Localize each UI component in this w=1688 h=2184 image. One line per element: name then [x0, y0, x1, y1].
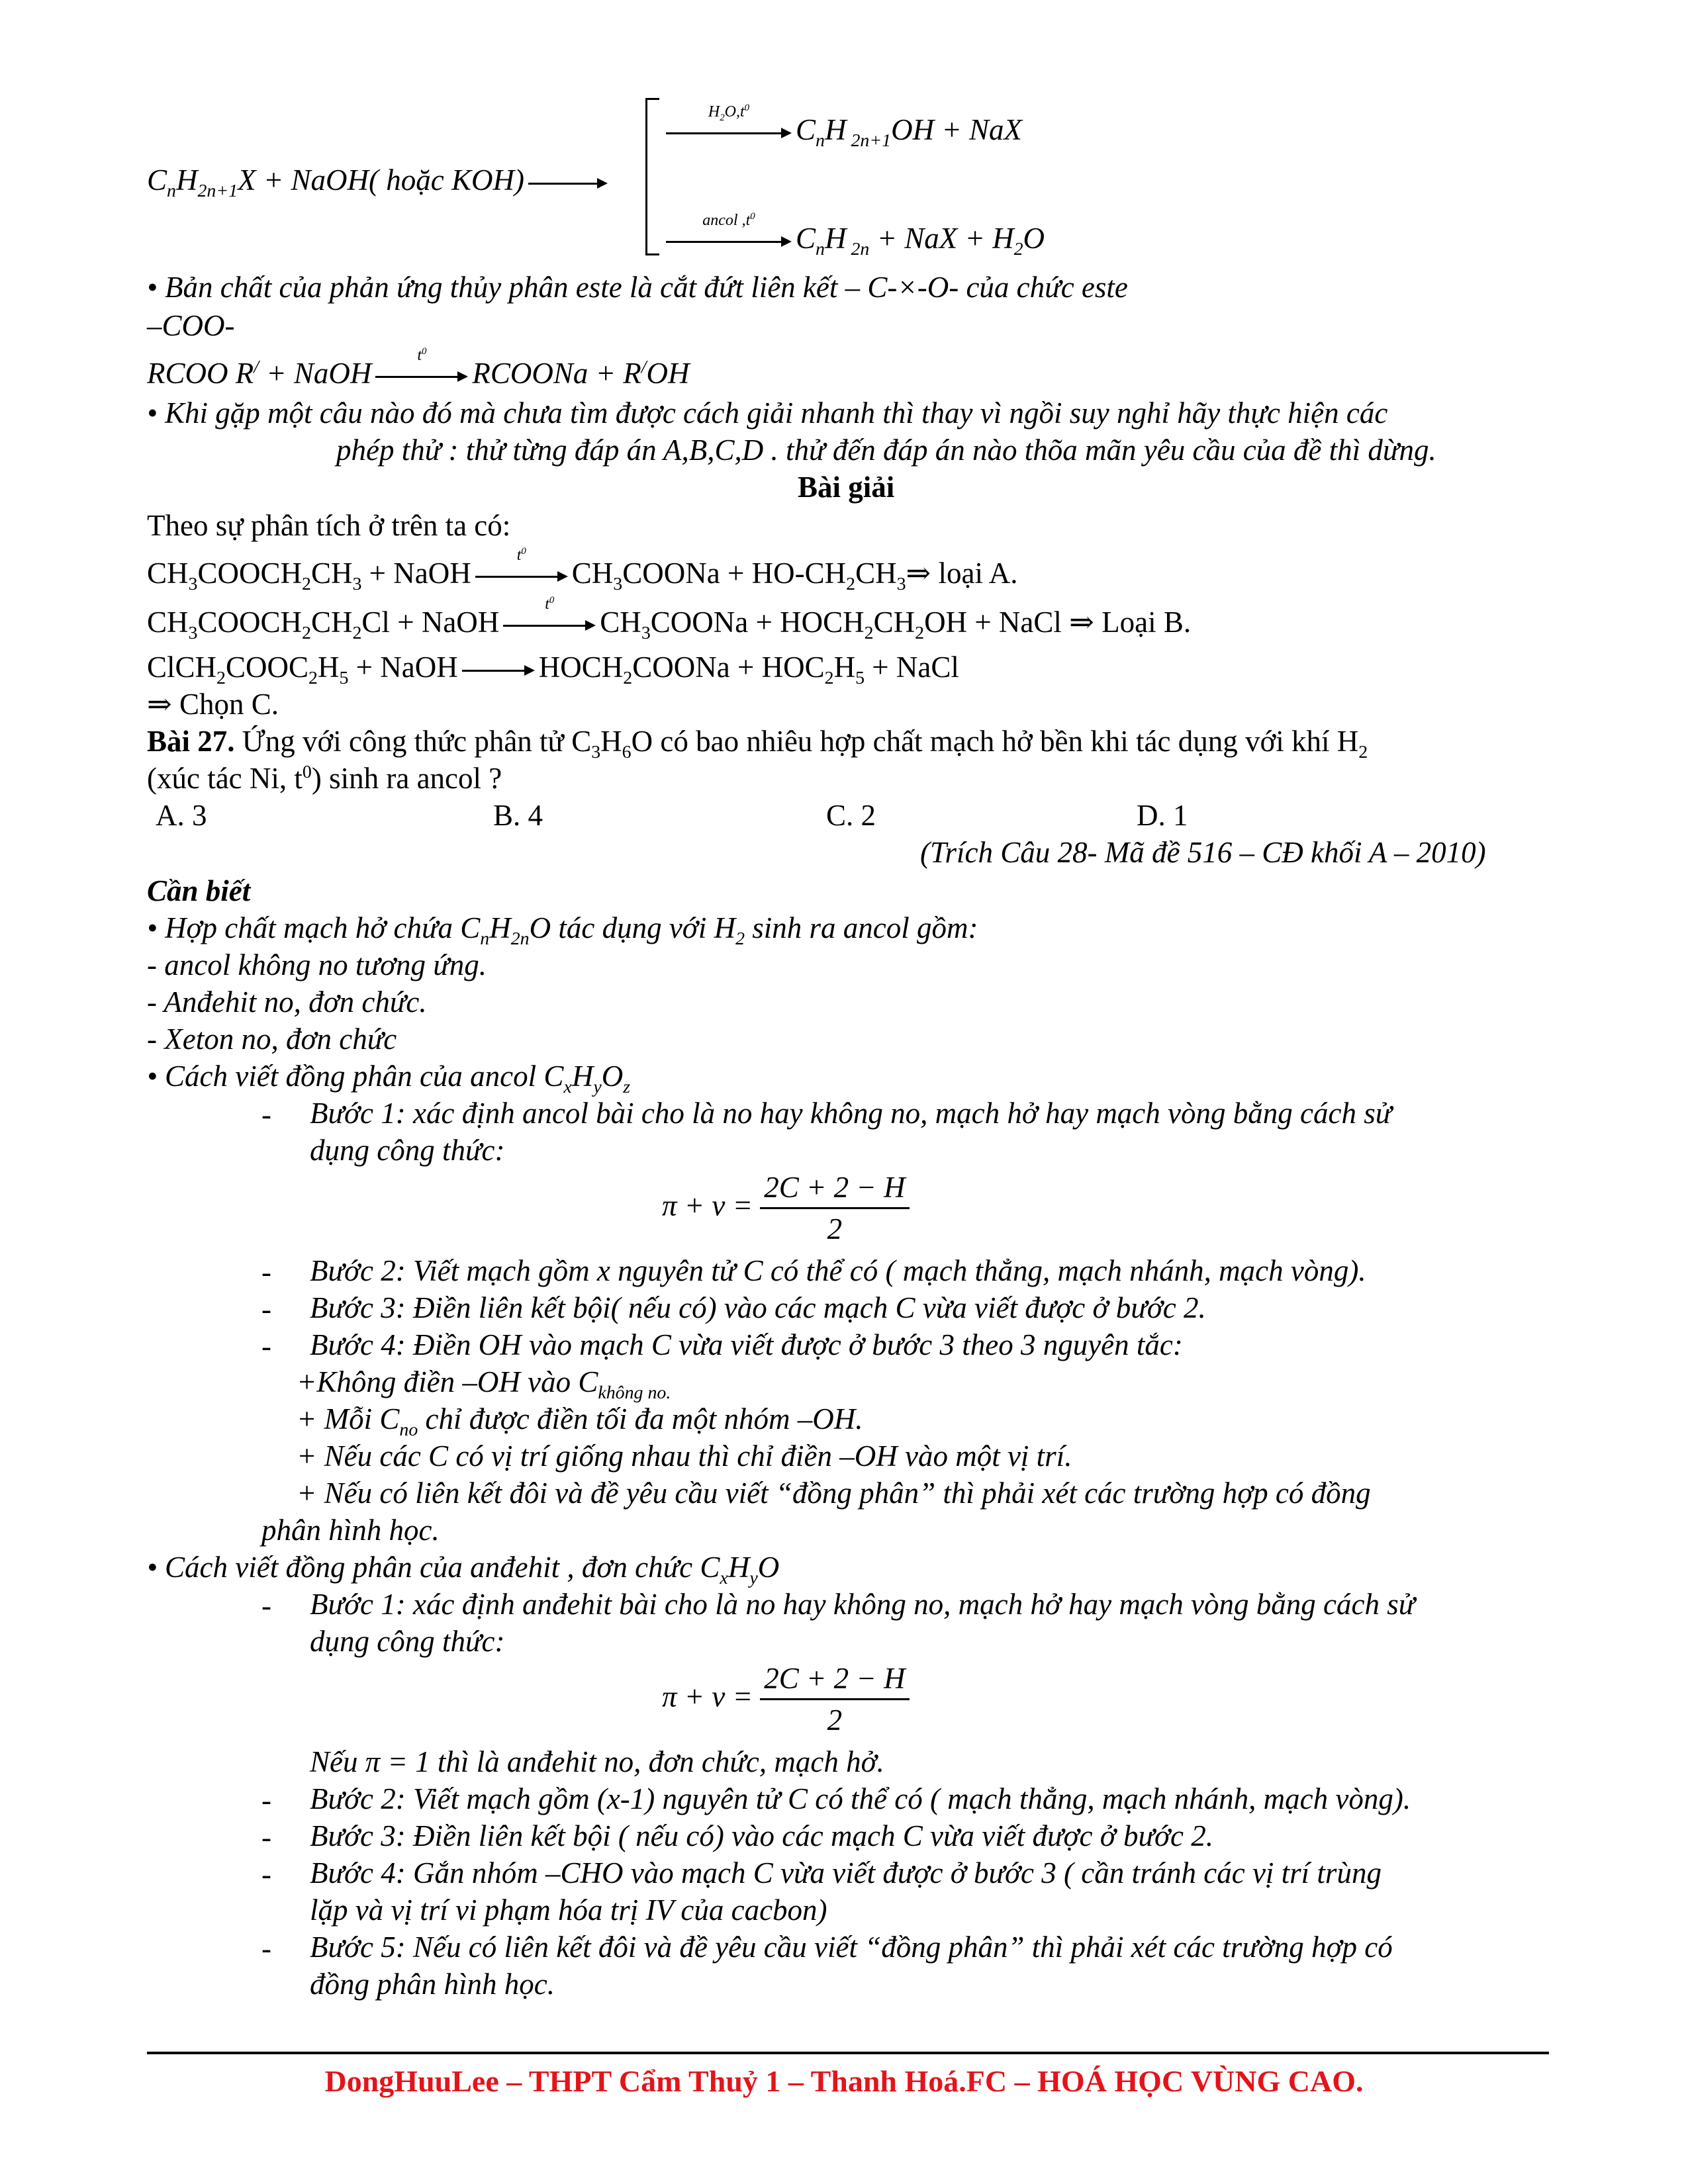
reaction-branch-1: $H_2O,t^0$ $C_nH$ $_{2n+1}$OH + NaX	[662, 114, 1022, 152]
bullet-dash: -	[261, 1098, 271, 1131]
bullet-dash: -	[261, 1255, 271, 1289]
rcoo-equation: RCOO R/ + NaOH $t^0$ RCOONa + R/OH	[147, 345, 690, 390]
note-ester-1: • Bản chất của phản ứng thủy phân este là cắt đứt liên kết – C-×-O- của chức este	[147, 271, 1128, 304]
alcohol-title: • Cách viết đồng phân của ancol $C_xH_yO_z$	[147, 1060, 631, 1097]
aldehyde-step-2: Bước 2: Viết mạch gồm (x-1) nguyên tử C có thể có ( mạch thẳng, mạch nhánh, mạch vòng).	[310, 1782, 1411, 1815]
aldehyde-step-5b: đồng phân hình học.	[310, 1968, 555, 2001]
equation-1: $CH_3COOCH_2CH_3$ + NaOH $t^0$ $CH_3COONa$ + $HO-CH_2CH_3\Rightarrow$ loại A.	[147, 545, 1018, 594]
formula-1: π + v = $\frac{2C + 2 - H}{2}$	[662, 1171, 910, 1246]
rule-1: +Không điền –OH vào $C_{không no.}$	[297, 1365, 671, 1403]
need-2: - ancol không no tương ứng.	[147, 948, 487, 981]
aldehyde-step-4b: lặp và vị trí vi phạm hóa trị IV của cacbon)	[310, 1893, 827, 1927]
note-try-2: phép thử : thử từng đáp án A,B,C,D . thử đến đáp án nào thõa mãn yêu cầu của đề thì dừng.	[336, 433, 1436, 467]
alcohol-step-3: Bước 3: Điền liên kết bội( nếu có) vào các mạch C vừa viết được ở bước 2.	[310, 1291, 1206, 1324]
solution-intro: Theo sự phân tích ở trên ta có:	[147, 509, 511, 542]
aldehyde-step-1a: Bước 1: xác định anđehit bài cho là no hay không no, mạch hở hay mạch vòng bằng cách sử	[310, 1588, 1415, 1621]
need-title: Cần biết	[147, 874, 251, 907]
formula-2: π + v = $\frac{2C + 2 - H}{2}$	[662, 1662, 910, 1737]
question-27-line-1: Bài 27. Ứng với công thức phân tử $C_3H_6O$ có bao nhiêu hợp chất mạch hở bền khi tác dụng với khí $H_2$	[147, 725, 1368, 762]
answer-d: D. 1	[1137, 799, 1188, 832]
answer-b: B. 4	[493, 799, 543, 832]
alcohol-step-4: Bước 4: Điền OH vào mạch C vừa viết được ở bước 3 theo 3 nguyên tắc:	[310, 1328, 1183, 1361]
alcohol-step-1a: Bước 1: xác định ancol bài cho là no hay không no, mạch hở hay mạch vòng bằng cách sử	[310, 1097, 1392, 1130]
equation-2: $CH_3COOCH_2CH_2Cl$ + NaOH $t^0$ $CH_3COONa$ + $HOCH_2CH_2OH$ + NaCl ⇒ Loại B.	[147, 594, 1192, 643]
aldehyde-title: • Cách viết đồng phân của anđehit , đơn chức $C_xH_yO$	[147, 1551, 780, 1588]
answer-c: C. 2	[826, 799, 876, 832]
note-ester-2: –COO-	[147, 309, 235, 342]
footer-text: DongHuuLee – THPT Cẩm Thuỷ 1 – Thanh Hoá.FC – HOÁ HỌC VÙNG CAO.	[324, 2064, 1364, 2098]
alcohol-step-1b: dụng công thức:	[310, 1134, 505, 1167]
bullet-dash: -	[261, 1330, 271, 1363]
bullet-dash: -	[261, 1932, 271, 1965]
bullet-dash: -	[261, 1821, 271, 1854]
solution-title: Bài giải	[798, 471, 895, 504]
equation-3: $ClCH_2COOC_2H_5$ + NaOH $HOCH_2COONa + HOC_2H_5$ + NaCl	[147, 651, 959, 688]
rule-3: + Nếu các C có vị trí giống nhau thì chỉ điền –OH vào một vị trí.	[297, 1439, 1072, 1473]
aldehyde-step-1b: dụng công thức:	[310, 1625, 505, 1658]
aldehyde-if: Nếu π = 1 thì là anđehit no, đơn chức, mạch hở.	[310, 1745, 884, 1778]
bullet-dash: -	[261, 1589, 271, 1622]
need-1: • Hợp chất mạch hở chứa $C_nH_{2n}O$ tác dụng với $H_2$ sinh ra ancol gồm:	[147, 911, 978, 949]
citation: (Trích Câu 28- Mã đề 516 – CĐ khối A – 2010)	[920, 836, 1486, 869]
reaction-left: $C_nH_{2n+1}X$ + NaOH( hoặc KOH)	[147, 164, 612, 202]
reaction-bracket	[645, 98, 659, 255]
bullet-dash: -	[261, 1784, 271, 1817]
aldehyde-step-5a: Bước 5: Nếu có liên kết đôi và đề yêu cầu viết “đồng phân” thì phải xét các trường hợp có	[310, 1931, 1393, 1964]
reaction-branch-2: ancol $,t^0$ $C_nH$ $_{2n}$ + NaX + $H_2O$	[662, 222, 1045, 260]
need-4: - Xeton no, đơn chức	[147, 1023, 397, 1056]
rule-4b: phân hình học.	[261, 1514, 440, 1547]
question-27-line-2: (xúc tác Ni, $t^0$) sinh ra ancol ?	[147, 762, 502, 795]
bullet-dash: -	[261, 1293, 271, 1326]
footer-divider	[147, 2052, 1549, 2054]
rule-2: + Mỗi $C_{no}$ chỉ được điền tối đa một nhóm –OH.	[297, 1402, 863, 1440]
rule-4a: + Nếu có liên kết đôi và đề yêu cầu viết “đồng phân” thì phải xét các trường hợp có đồng	[297, 1477, 1371, 1510]
aldehyde-step-3: Bước 3: Điền liên kết bội ( nếu có) vào các mạch C vừa viết được ở bước 2.	[310, 1819, 1214, 1852]
aldehyde-step-4a: Bước 4: Gắn nhóm –CHO vào mạch C vừa viết được ở bước 3 ( cần tránh các vị trí trùng	[310, 1856, 1382, 1889]
alcohol-step-2: Bước 2: Viết mạch gồm x nguyên tử C có thể có ( mạch thẳng, mạch nhánh, mạch vòng).	[310, 1254, 1366, 1287]
choose-answer: ⇒ Chọn C.	[147, 688, 279, 721]
note-try-1: • Khi gặp một câu nào đó mà chưa tìm được cách giải nhanh thì thay vì ngồi suy nghỉ hãy thực hiện các	[147, 396, 1388, 430]
answer-a: A. 3	[156, 799, 207, 832]
need-3: - Anđehit no, đơn chức.	[147, 985, 427, 1019]
bullet-dash: -	[261, 1858, 271, 1891]
